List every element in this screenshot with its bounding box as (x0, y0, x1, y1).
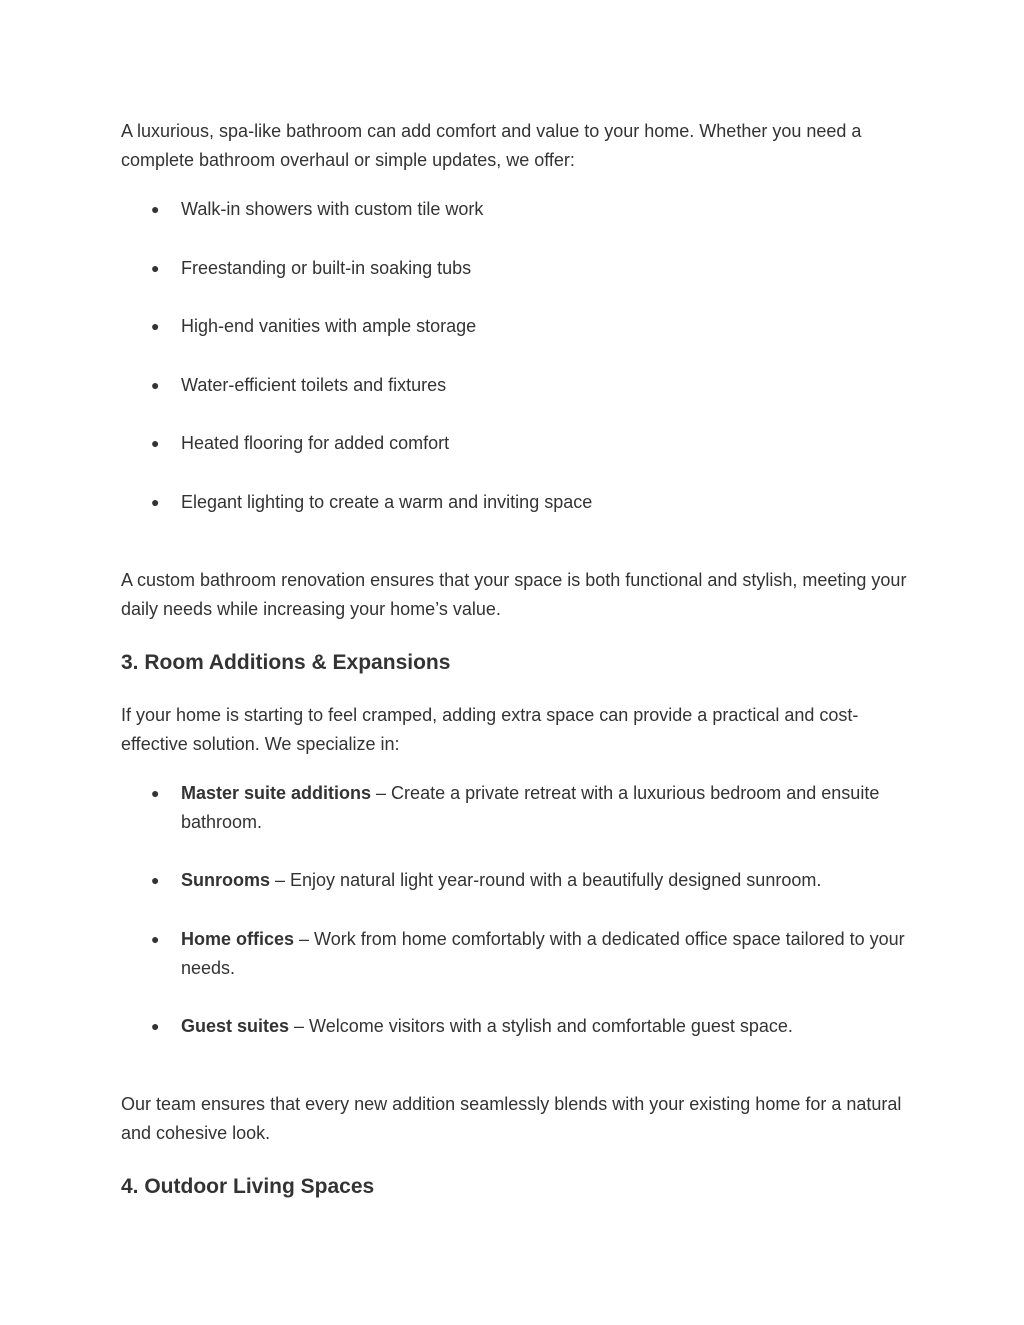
list-item-text: – Work from home comfortably with a dedicated office space tailored to your needs. (181, 928, 905, 978)
bullet-icon: ● (151, 872, 160, 888)
room-additions-intro: If your home is starting to feel cramped, adding extra space can provide a practical and cost-effective solution. We specialize in: (121, 704, 859, 754)
list-item (121, 866, 911, 895)
bathroom-intro: A luxurious, spa-like bathroom can add comfort and value to your home. Whether you need a complete bathroom overhaul or simple updates, we offer: (121, 121, 862, 170)
bullet-icon: ● (151, 784, 160, 801)
section-heading-room-additions: 3. Room Additions & Expansions (121, 650, 451, 674)
bullet-icon: ● (151, 930, 160, 947)
room-additions-list (121, 779, 911, 1042)
list-item-title: Sunrooms (181, 870, 271, 890)
bathroom-features-list (121, 195, 911, 517)
list-item-text: – Enjoy natural light year-round with a beautifully designed sunroom. (270, 870, 822, 890)
document-page (121, 117, 911, 1200)
list-item (121, 1012, 911, 1041)
list-item-text: Walk-in showers with custom tile work (181, 199, 484, 219)
list-item (121, 925, 911, 983)
bullet-icon: ● (151, 376, 160, 393)
section-heading-outdoor-living: 4. Outdoor Living Spaces (121, 1175, 375, 1198)
room-additions-summary: Our team ensures that every new addition seamlessly blends with your existing home for a natural and cohesive look. (121, 1094, 902, 1143)
list-item (121, 254, 911, 283)
list-item-text: Water-efficient toilets and fixtures (181, 374, 447, 395)
list-item-text: Heated flooring for added comfort (181, 433, 450, 453)
list-item-text: – Welcome visitors with a stylish and comfortable guest space. (289, 1016, 793, 1036)
list-item-text: Freestanding or built-in soaking tubs (181, 257, 472, 278)
list-item-title: Home offices (181, 928, 295, 949)
bullet-icon: ● (151, 201, 160, 217)
list-item (121, 312, 911, 341)
bullet-icon: ● (151, 318, 160, 334)
list-item (121, 371, 911, 400)
list-item-title: Master suite additions (181, 782, 372, 803)
list-item (121, 429, 911, 458)
bullet-icon: ● (151, 493, 160, 510)
bathroom-summary: A custom bathroom renovation ensures that your space is both functional and stylish, meeting your daily needs while increasing your home’s value. (121, 569, 907, 619)
list-item-text: – Create a private retreat with a luxurious bedroom and ensuite bathroom. (181, 782, 880, 832)
list-item (121, 195, 911, 224)
bullet-icon: ● (151, 259, 160, 276)
list-item-text: Elegant lighting to create a warm and inviting space (181, 491, 593, 512)
list-item-title: Guest suites (181, 1016, 290, 1036)
list-item (121, 488, 911, 517)
list-item (121, 779, 911, 837)
bullet-icon: ● (151, 435, 160, 451)
bullet-icon: ● (151, 1018, 160, 1034)
list-item-text: High-end vanities with ample storage (181, 316, 477, 336)
